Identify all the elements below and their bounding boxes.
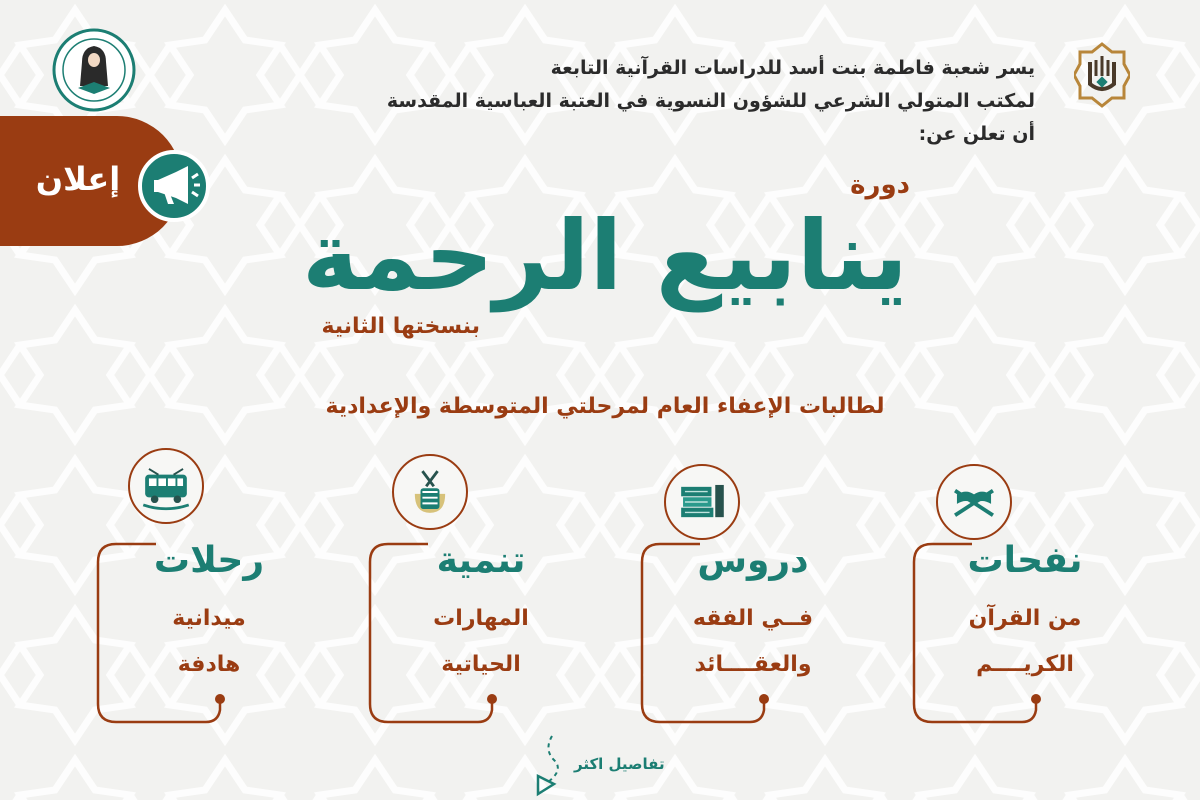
- dashed-arrow-icon: [530, 734, 580, 798]
- bus-icon: [128, 448, 204, 524]
- quran-icon: [936, 464, 1012, 540]
- books-icon: [664, 464, 740, 540]
- intro-line-2: لمكتب المتولي الشرعي للشؤون النسوية في العتبة العباسية المقدسة: [386, 90, 1035, 112]
- card-title-1: نفحات: [967, 540, 1083, 581]
- card-line-2a: فــي الفقه: [692, 606, 814, 631]
- megaphone-icon: [138, 150, 210, 222]
- card-line-4a: ميدانية: [172, 606, 246, 631]
- announcement-label: إعلان: [35, 160, 121, 198]
- course-prefix: دورة: [850, 170, 910, 200]
- card-title-2: دروس: [697, 540, 809, 581]
- skills-icon: [392, 454, 468, 530]
- course-title: ينابيع الرحمة: [302, 200, 908, 312]
- card-line-4b: هادفة: [177, 652, 241, 677]
- intro-text: [215, 52, 1035, 151]
- card-line-1b: الكريــــم: [976, 652, 1074, 677]
- school-seal-logo: [52, 28, 136, 112]
- target-audience: لطالبات الإعفاء العام لمرحلتي المتوسطة والإعدادية: [325, 394, 885, 419]
- intro-line-3: أن تعلن عن:: [918, 123, 1035, 145]
- intro-line-1: يسر شعبة فاطمة بنت أسد للدراسات القرآنية التابعة: [550, 57, 1035, 79]
- card-line-2b: والعقــــائد: [694, 652, 812, 677]
- course-edition: بنسختها الثانية: [321, 314, 480, 339]
- card-title-3: تنمية: [436, 540, 526, 581]
- more-details-link[interactable]: تفاصيل اكثر: [574, 755, 665, 773]
- shrine-logo: [1074, 42, 1130, 108]
- card-title-4: رحلات: [153, 540, 265, 581]
- card-line-1a: من القرآن: [968, 606, 1082, 631]
- card-line-3b: الحياتية: [441, 652, 521, 677]
- card-line-3a: المهارات: [433, 606, 529, 631]
